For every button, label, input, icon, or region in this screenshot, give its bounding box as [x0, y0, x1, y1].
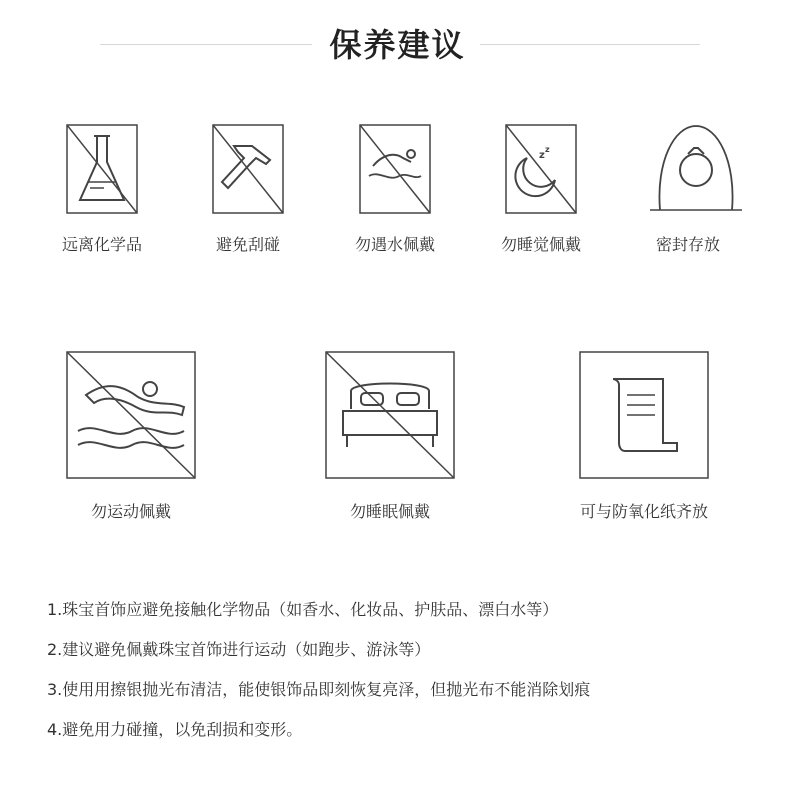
- swimmer-waves-icon: [66, 351, 196, 479]
- care-label-sleep: 勿睡觉佩戴: [500, 235, 581, 254]
- care-notes: [47, 598, 767, 758]
- title-divider-left: [100, 44, 312, 45]
- care-label-exercise: 勿运动佩戴: [90, 502, 171, 521]
- chemical-flask-icon: [66, 124, 138, 214]
- care-label-chemical: 远离化学品: [61, 235, 142, 254]
- care-label-water: 勿遇水佩戴: [354, 235, 435, 254]
- title-divider-right: [480, 44, 700, 45]
- swimming-icon: [359, 124, 431, 214]
- sleep-moon-icon: [505, 124, 577, 214]
- note-item: 3.使用用擦银抛光布清洁，能使银饰品即刻恢复亮泽，但抛光布不能消除划痕: [47, 680, 591, 699]
- care-label-sealed: 密封存放: [655, 235, 720, 254]
- care-label-scratch: 避免刮碰: [215, 235, 280, 254]
- paper-scroll-icon: [579, 351, 709, 479]
- svg-text:z: z: [539, 150, 545, 161]
- section-header: [0, 14, 790, 74]
- care-label-sleeping: 勿睡眠佩戴: [349, 502, 430, 521]
- sealed-bag-icon: [650, 122, 742, 214]
- svg-text:z: z: [545, 145, 550, 154]
- note-item: 4.避免用力碰撞，以免刮损和变形。: [47, 720, 303, 739]
- note-item: 2.建议避免佩戴珠宝首饰进行运动（如跑步、游泳等）: [47, 640, 431, 659]
- hammer-icon: [212, 124, 284, 214]
- bed-icon: [325, 351, 455, 479]
- page-title: 保养建议: [329, 26, 466, 64]
- care-label-anti-oxidation: 可与防氧化纸齐放: [579, 502, 708, 521]
- note-item: 1.珠宝首饰应避免接触化学物品（如香水、化妆品、护肤品、漂白水等）: [47, 600, 559, 619]
